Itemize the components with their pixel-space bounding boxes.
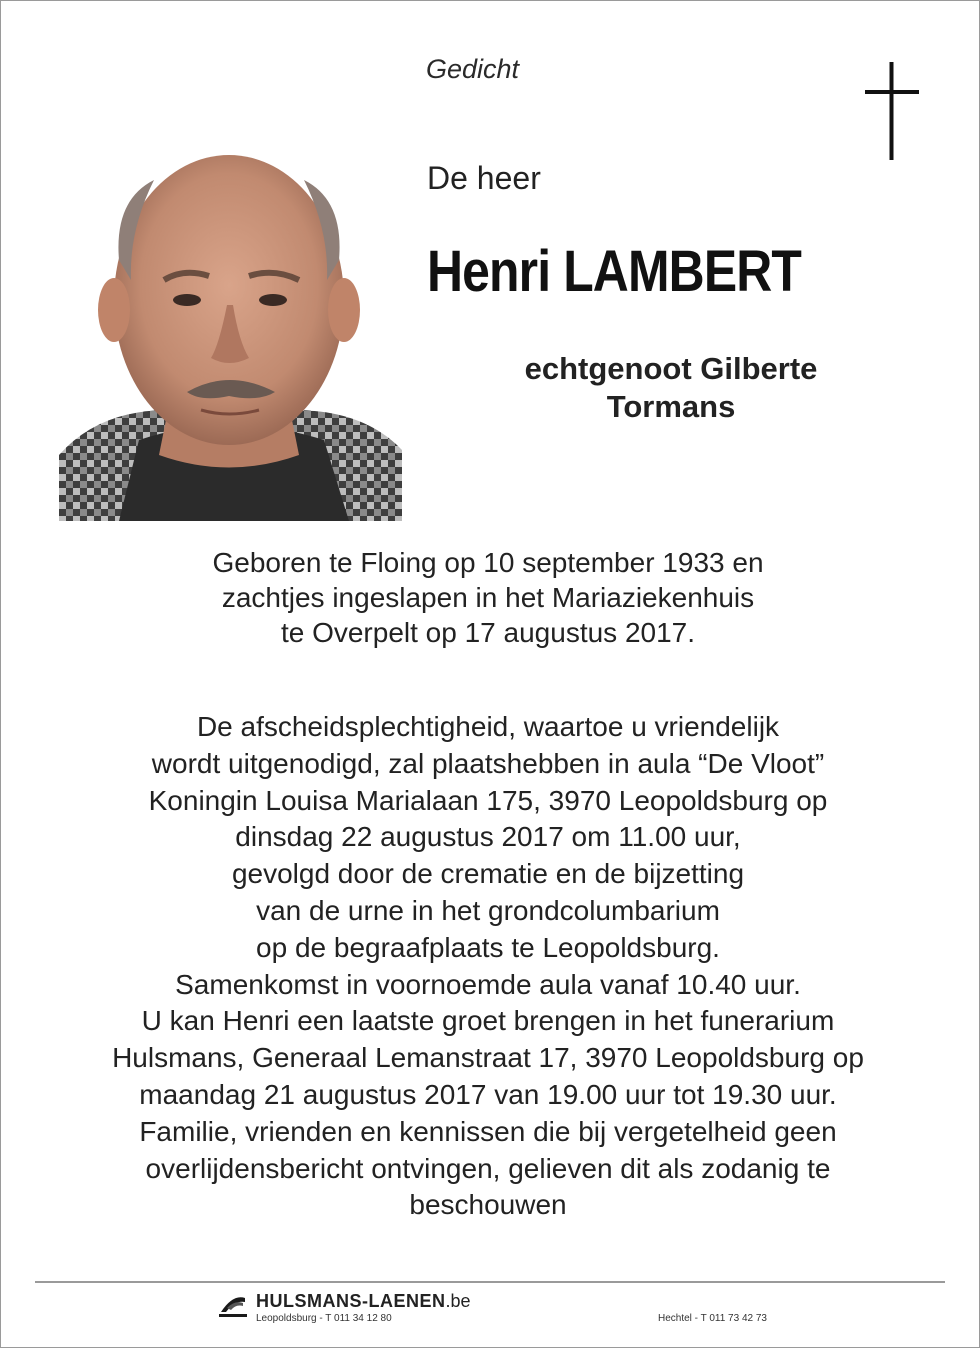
text-line: te Overpelt op 17 augustus 2017. [280,617,696,648]
text-line: op de begraafplaats te Leopoldsburg. [256,931,720,963]
text-line: Samenkomst in voornoemde aula vanaf 10.40 uur. [175,968,801,1000]
text-line: overlijdensbericht ontvingen, gelieven dit als zodanig te [145,1152,831,1184]
spouse-line: Tormans [606,389,736,424]
funeral-home-brand [256,1291,471,1312]
brand-name: HULSMANS-LAENEN [256,1291,446,1311]
cross-icon [862,62,922,160]
text-line: Koningin Louisa Marialaan 175, 3970 Leopoldsburg op [148,784,828,816]
funeral-home-logo-icon [217,1290,249,1320]
deceased-name: Henri LAMBERT [427,239,802,304]
spouse-text [440,350,902,426]
spouse-line: echtgenoot Gilberte [524,351,818,386]
text-line: Geboren te Floing op 10 september 1933 en [212,547,764,578]
text-line: wordt uitgenodigd, zal plaatshebben in aula “De Vloot” [151,747,825,779]
text-line: dinsdag 22 augustus 2017 om 11.00 uur, [235,821,741,853]
text-line: De afscheidsplechtigheid, waartoe u vriendelijk [196,711,780,742]
footer-divider [35,1281,945,1283]
office-leopoldsburg: Leopoldsburg - T 011 34 12 80 [256,1313,392,1324]
office-hechtel: Hechtel - T 011 73 42 73 [658,1313,767,1324]
birth-death-paragraph [40,545,936,650]
text-line: zachtjes ingeslapen in het Mariaziekenhuis [221,582,755,613]
portrait-photo [59,110,402,521]
poem-label: Gedicht [426,54,520,84]
brand-tld: .be [445,1291,471,1311]
ceremony-paragraph [30,709,946,1224]
text-line: van de urne in het grondcolumbarium [256,894,720,926]
honorific: De heer [427,160,541,196]
text-line: gevolgd door de crematie en de bijzetting [231,858,745,890]
text-line: maandag 21 augustus 2017 van 19.00 uur tot 19.30 uur. [139,1078,837,1110]
text-line: Hulsmans, Generaal Lemanstraat 17, 3970 Leopoldsburg op [112,1042,864,1074]
text-line: Familie, vrienden en kennissen die bij vergetelheid geen [139,1115,837,1147]
text-line: U kan Henri een laatste groet brengen in het funerarium [141,1005,835,1037]
text-line: beschouwen [409,1189,567,1221]
